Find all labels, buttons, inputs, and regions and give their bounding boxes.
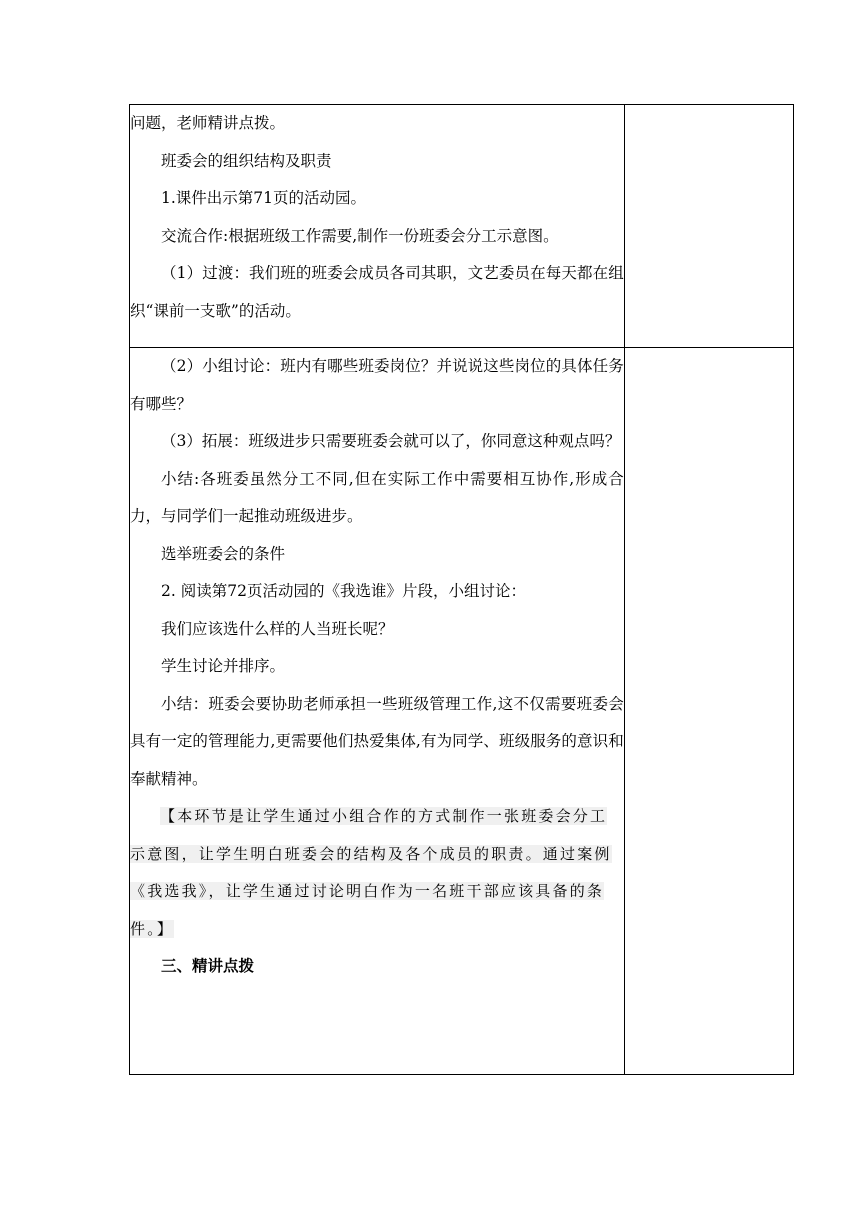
- table-row: [130, 348, 794, 1075]
- content-cell: [130, 348, 625, 1075]
- paragraph-group-discussion: （2）小组讨论：班内有哪些班委岗位？并说说这些岗位的具体任务有哪些？: [130, 357, 624, 413]
- design-intent-note: [130, 798, 624, 948]
- paragraph-summary-1: 小结:各班委虽然分工不同,但在实际工作中需要相互协作,形成合力，与同学们一起推动班级进步。: [130, 469, 624, 525]
- lesson-plan-table: [129, 104, 794, 1075]
- paragraph-continued: 问题，老师精讲点拨。: [130, 114, 286, 132]
- paragraph-step-2: 2. 阅读第72页活动园的《我选谁》片段，小组讨论：: [161, 582, 526, 600]
- table-row: [130, 105, 794, 348]
- paragraph-step-1: 1.课件出示第71页的活动园。: [161, 189, 367, 207]
- section-title-structure: 班委会的组织结构及职责: [161, 151, 332, 170]
- section-title-election: 选举班委会的条件: [161, 544, 286, 563]
- paragraph-extension: （3）拓展：班级进步只需要班委会就可以了，你同意这种观点吗？: [161, 432, 621, 450]
- section-heading: 三、精讲点拨: [161, 957, 255, 975]
- paragraph-question: 我们应该选什么样的人当班长呢？: [161, 619, 394, 638]
- paragraph-exchange: 交流合作:根据班级工作需要,制作一份班委会分工示意图。: [161, 226, 559, 245]
- paragraph-student-activity: 学生讨论并排序。: [161, 657, 286, 675]
- notes-cell: [624, 348, 793, 1075]
- paragraph-summary-2: 小结：班委会要协助老师承担一些班级管理工作,这不仅需要班委会具有一定的管理能力,更需要他们热爱集体,有为同学、班级服务的意识和奉献精神。: [130, 694, 624, 788]
- notes-cell: [624, 105, 793, 348]
- design-intent-note-text: 【本环节是让学生通过小组合作的方式制作一张班委会分工示意图，让学生明白班委会的结构及各个成员的职责。通过案例《我选我》，让学生通过讨论明白作为一名班干部应该具备的条件。】: [130, 807, 612, 938]
- paragraph-transition: （1）过渡：我们班的班委会成员各司其职，文艺委员在每天都在组织“课前一支歌”的活动。: [130, 264, 624, 320]
- content-cell: [130, 105, 625, 348]
